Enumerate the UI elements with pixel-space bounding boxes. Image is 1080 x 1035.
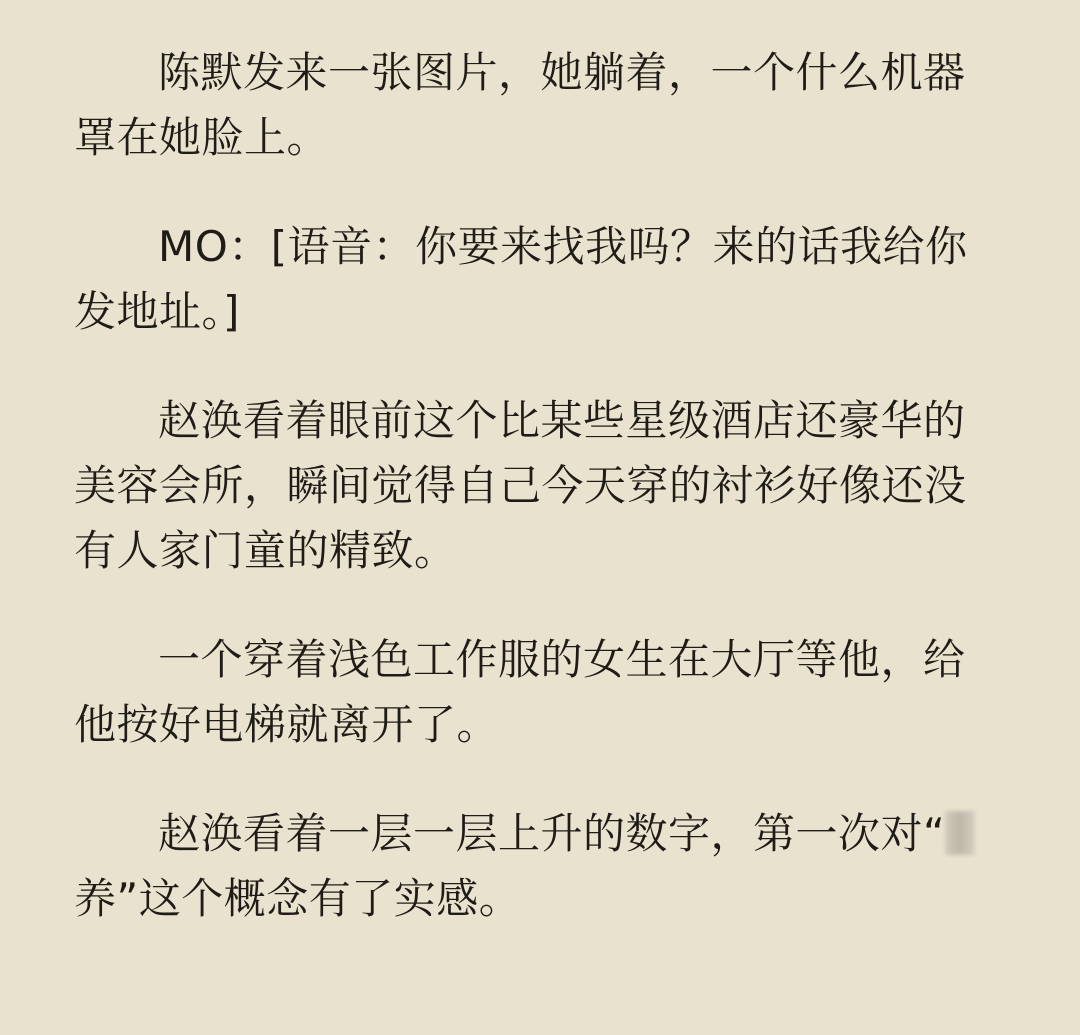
paragraph-3: 赵涣看着眼前这个比某些星级酒店还豪华的美容会所，瞬间觉得自己今天穿的衬衫好像还没有人家门童的精致。: [74, 396, 967, 575]
paragraph-5: [74, 801, 1006, 931]
paragraph-1: 陈默发来一张图片，她躺着，一个什么机器罩在她脸上。: [74, 48, 966, 162]
paragraph-4: 一个穿着浅色工作服的女生在大厅等他，给他按好电梯就离开了。: [74, 635, 966, 749]
paragraph-2: MO：[语音：你要来找我吗？来的话我给你发地址。]: [74, 222, 968, 336]
paragraph-gap: [74, 583, 1006, 627]
paragraph-gap: [74, 757, 1006, 801]
paragraph-gap: [74, 170, 1006, 214]
paragraph-gap: [74, 344, 1006, 388]
paragraph-5-text-before: 赵涣看着一层一层上升的数字，第一次对“: [158, 809, 946, 858]
censored-glyph: [945, 811, 975, 855]
paragraph-5-text-after: 养”这个概念有了实感。: [74, 874, 522, 923]
